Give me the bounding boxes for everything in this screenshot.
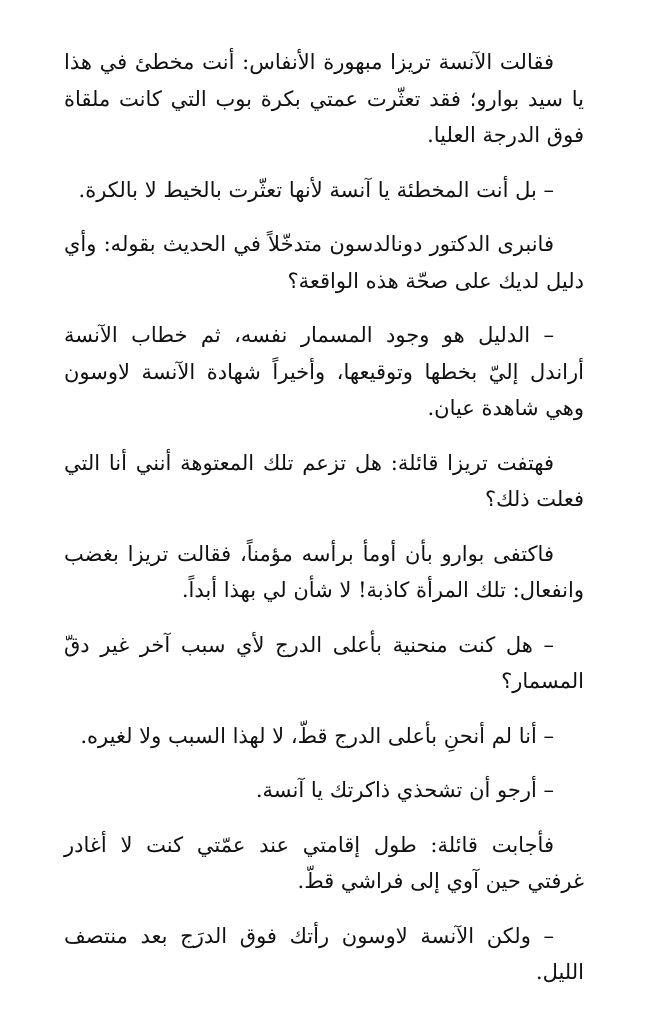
- paragraph: فاكتفى بوارو بأن أومأ برأسه مؤمناً، فقالت تريزا بغضب وانفعال: تلك المرأة كاذبة! لا شأن لي بهذا أبداً.: [64, 541, 584, 602]
- document-page: [64, 44, 584, 1009]
- paragraph: – هل كنت منحنية بأعلى الدرج لأي سبب آخر غير دقّ المسمار؟: [64, 632, 584, 693]
- paragraph: – الدليل هو وجود المسمار نفسه، ثم خطاب الآنسة أراندل إليّ بخطها وتوقيعها، وأخيراً شهادة الآنسة لاوسون وهي شاهدة عيان.: [64, 323, 584, 420]
- paragraph: فهتفت تريزا قائلة: هل تزعم تلك المعتوهة أنني أنا التي فعلت ذلك؟: [64, 450, 584, 511]
- paragraph: – بل أنت المخطئة يا آنسة لأنها تعثّرت بالخيط لا بالكرة.: [78, 177, 554, 202]
- paragraph: – أرجو أن تشحذي ذاكرتك يا آنسة.: [255, 778, 554, 802]
- paragraph: فأجابت قائلة: طول إقامتي عند عمّتي كنت لا أغادر غرفتي حين آوي إلى فراشي قطّ.: [64, 832, 584, 893]
- paragraph: فانبرى الدكتور دونالدسون متدخّلاً في الحديث بقوله: وأي دليل لديك على صحّة هذه الواقعة؟: [64, 232, 584, 293]
- paragraph: فقالت الآنسة تريزا مبهورة الأنفاس: أنت مخطئ في هذا يا سيد بوارو؛ فقد تعثّرت عمتي بكرة بوب التي كانت ملقاة فوق الدرجة العليا.: [64, 50, 584, 147]
- paragraph: – ولكن الآنسة لاوسون رأتك فوق الدرَج بعد منتصف الليل.: [64, 923, 584, 984]
- paragraph: – أنا لم أنحنِ بأعلى الدرج قطّ، لا لهذا السبب ولا لغيره.: [80, 723, 554, 748]
